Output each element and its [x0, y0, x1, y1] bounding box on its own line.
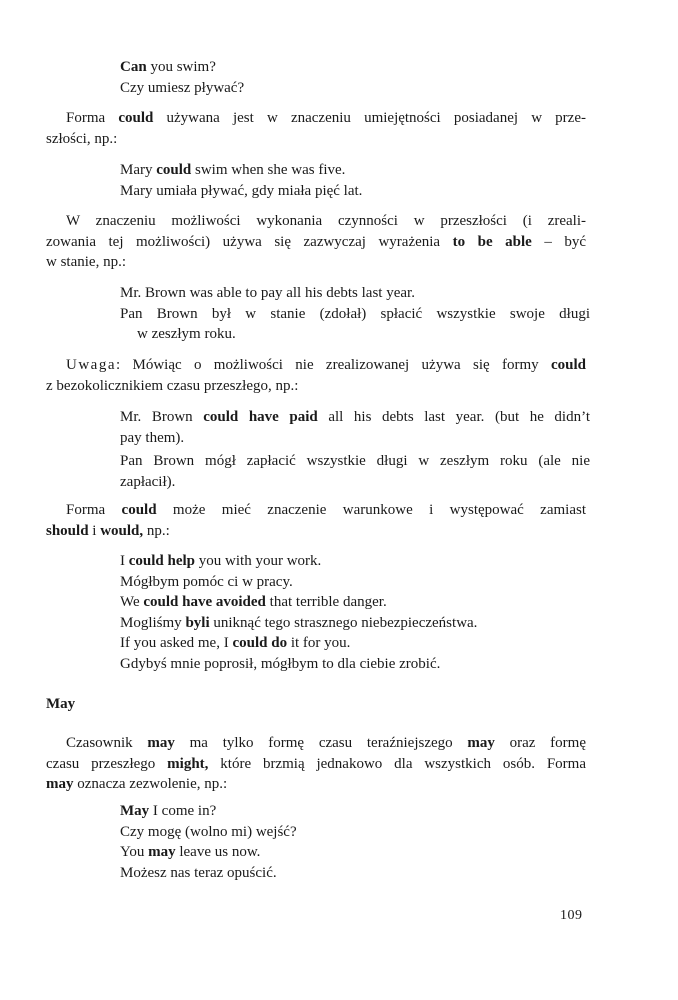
paragraph-line: should i would, np.:	[46, 522, 170, 539]
example-line: Mogliśmy byli uniknąć tego strasznego niebezpieczeństwa.	[120, 614, 478, 631]
paragraph-line: Czasownik may ma tylko formę czasu teraźniejszego may oraz formę	[66, 735, 586, 751]
example-line: If you asked me, I could do it for you.	[120, 635, 351, 651]
example-line: Mógłbym pomóc ci w pracy.	[120, 573, 293, 590]
paragraph-line: z bezokolicznikiem czasu przeszłego, np.:	[46, 377, 299, 394]
example-line: Pan Brown był w stanie (zdołał) spłacić wszystkie swoje długi	[120, 305, 590, 322]
example-could-have-paid	[120, 407, 590, 492]
paragraph-may-forms	[46, 733, 586, 795]
example-line: Pan Brown mógł zapłacić wszystkie długi w zeszłym roku (ale nie	[120, 453, 590, 469]
example-line: Czy mogę (wolno mi) wejść?	[120, 823, 297, 840]
paragraph-line: w stanie, np.:	[46, 254, 126, 270]
paragraph-line: zowania tej możliwości) używa się zazwyczaj wyrażenia to be able – być	[46, 233, 586, 250]
example-line: You may leave us now.	[120, 844, 261, 860]
example-line: w zeszłym roku.	[137, 326, 236, 342]
example-line: Mr. Brown was able to pay all his debts last year.	[120, 285, 415, 301]
example-line: Czy umiesz pływać?	[120, 79, 245, 96]
example-line: Gdybyś mnie poprosił, mógłbym to dla ciebie zrobić.	[120, 655, 441, 672]
example-mary-could-swim	[120, 160, 590, 201]
paragraph-line: czasu przeszłego might, które brzmią jednakowo dla wszystkich osób. Forma	[46, 755, 586, 772]
paragraph-line: Forma could może mieć znaczenie warunkowe i występować zamiast	[66, 502, 586, 518]
page-number: 109	[560, 908, 583, 923]
paragraph-could-past-ability	[46, 108, 586, 149]
paragraph-uwaga	[46, 355, 586, 396]
paragraph-line: Uwaga: Mówiąc o możliwości nie zrealizowanej używa się formy could	[66, 357, 586, 373]
example-line: Mary could swim when she was five.	[120, 162, 346, 178]
paragraph-could-conditional	[46, 500, 586, 541]
example-line: May I come in?	[120, 803, 217, 819]
example-line: We could have avoided that terrible danger.	[120, 594, 387, 610]
example-line: Mary umiała pływać, gdy miała pięć lat.	[120, 182, 363, 199]
paragraph-line: Forma could używana jest w znaczeniu umiejętności posiadanej w prze-	[66, 110, 586, 126]
example-may-come-in	[120, 801, 590, 883]
paragraph-line: may oznacza zezwolenie, np.:	[46, 776, 228, 792]
paragraph-line: W znaczeniu możliwości wykonania czynności w przeszłości (i zreali-	[66, 213, 586, 229]
example-mr-brown-able	[120, 283, 590, 345]
example-can-swim	[120, 57, 590, 98]
paragraph-line: szłości, np.:	[46, 130, 118, 147]
example-line: Możesz nas teraz opuścić.	[120, 864, 277, 881]
example-line: pay them).	[120, 429, 185, 446]
section-heading-may: May	[46, 696, 76, 712]
example-line: I could help you with your work.	[120, 553, 322, 569]
example-could-help	[120, 551, 590, 674]
example-line: Mr. Brown could have paid all his debts last year. (but he didn’t	[120, 409, 590, 425]
paragraph-to-be-able	[46, 211, 586, 273]
example-line: zapłacił).	[120, 473, 176, 490]
example-line: Can you swim?	[120, 59, 216, 75]
